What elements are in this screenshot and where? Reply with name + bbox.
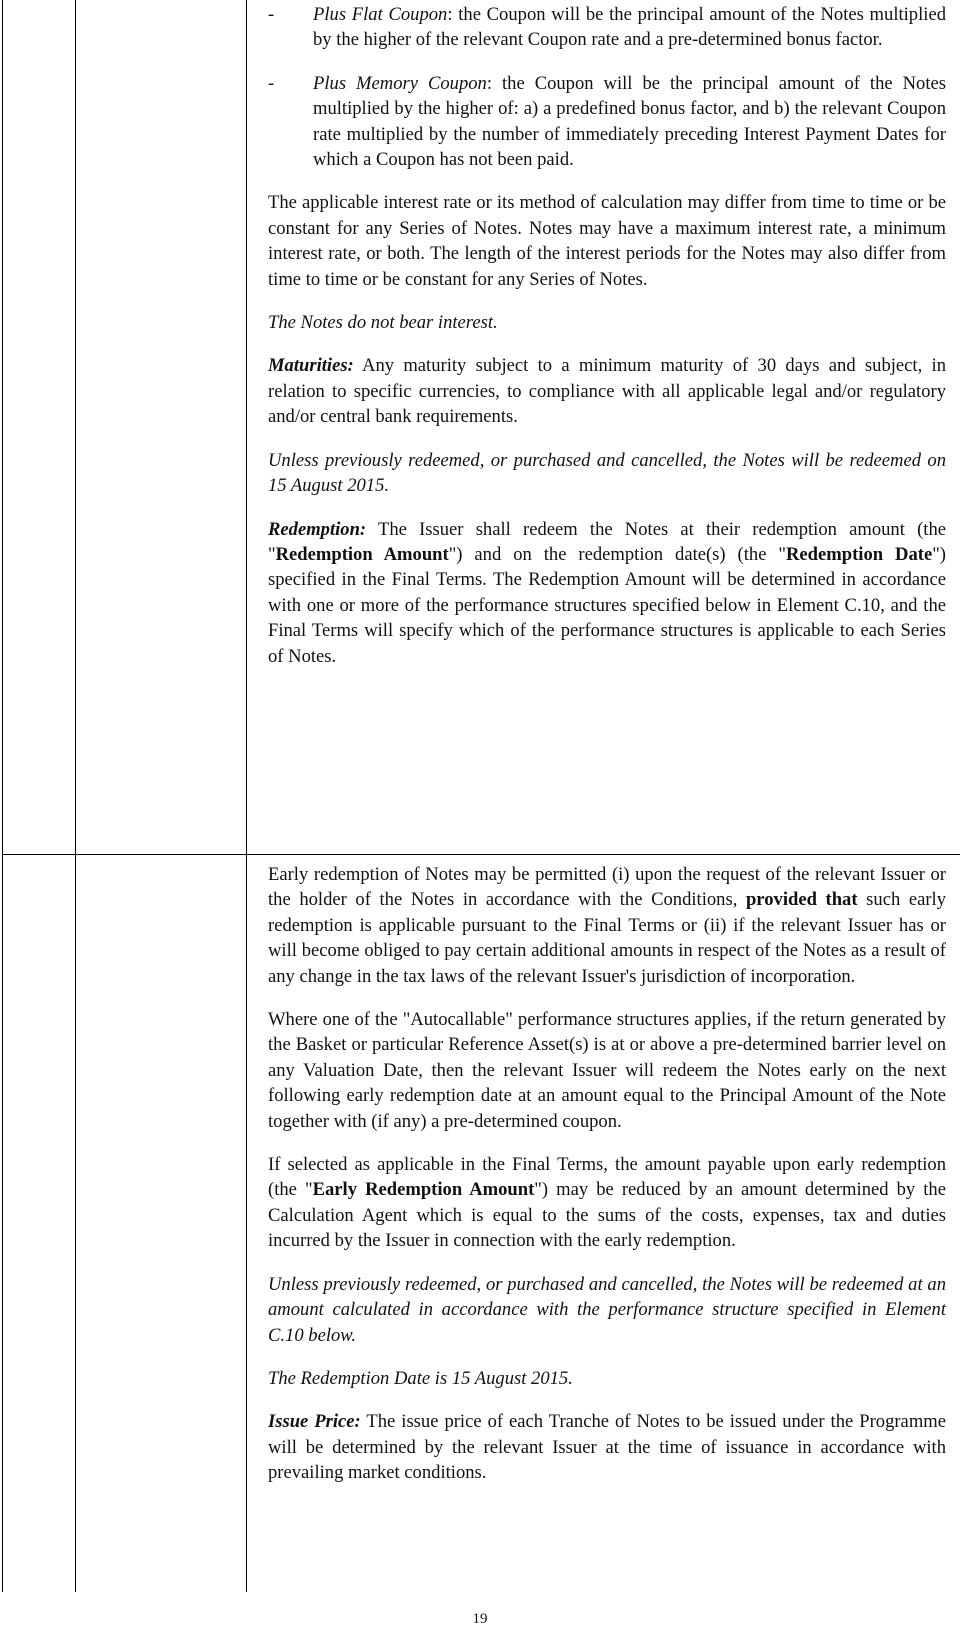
provided-that-term: provided that xyxy=(745,889,858,911)
bullet-plus-memory-coupon xyxy=(268,71,946,173)
early-redemption-amount-term: Early Redemption Amount xyxy=(312,1179,535,1201)
redemption-text: ") specified in the Final Terms. The Redemption Amount will be determined in accordance with one or more of the performance structures specified below in Element C.10, and the Final Terms will specify which of the performance structures is applicable to each Series of Notes. xyxy=(268,543,947,667)
term-plus-memory-coupon: Plus Memory Coupon xyxy=(313,72,487,94)
redemption-date-term: Redemption Date xyxy=(786,543,933,565)
maturities-label: Maturities: xyxy=(268,355,354,377)
early-redemption-text: such early redemption is applicable pursuant to the Final Terms or (ii) if the relevant Issuer has or will become obliged to pay certain additional amounts in respect of the Notes as a result of any change in the tax laws of the relevant Issuer's jurisdiction of incorporation. xyxy=(268,889,947,987)
table-row-divider xyxy=(2,854,960,855)
cell-content-lower xyxy=(268,862,946,1486)
bullet-plus-flat-coupon xyxy=(268,2,946,53)
cell-content-upper xyxy=(268,2,946,669)
autocallable-paragraph: Where one of the "Autocallable" performance structures applies, if the return generated by the Basket or particular Reference Asset(s) is at or above a pre-determined barrier level on any Valuation Date, then the relevant Issuer will redeem the Notes early on the next following early redemption date at an amount equal to the Principal Amount of the Note together with (if any) a pre-determined coupon. xyxy=(268,1009,946,1132)
no-interest-paragraph: The Notes do not bear interest. xyxy=(268,312,498,334)
page-number: 19 xyxy=(472,1611,488,1627)
bullet-text: : the Coupon will be the principal amount of the Notes multiplied by the higher of the relevant Coupon rate and a pre-determined bonus factor. xyxy=(313,4,946,51)
redemption-paragraph xyxy=(268,517,946,669)
unless-redeemed-paragraph-2: Unless previously redeemed, or purchased and cancelled, the Notes will be redeemed at an amount calculated in accordance with the performance structure specified in Element C.10 below. xyxy=(268,1273,946,1346)
bullet-dash: - xyxy=(268,4,275,25)
redemption-amount-term: Redemption Amount xyxy=(275,543,449,565)
table-border-col1 xyxy=(75,0,76,1592)
early-redemption-amount-paragraph xyxy=(268,1152,946,1254)
redemption-text: The Issuer shall redeem the Notes at their redemption amount (the " xyxy=(268,518,946,565)
maturities-text: Any maturity subject to a minimum maturity of 30 days and subject, in relation to specific currencies, to compliance with all applicable legal and/or regulatory and/or central bank requirements. xyxy=(268,355,946,428)
table-border-col2 xyxy=(246,0,247,1592)
selected-text: If selected as applicable in the Final Terms, the amount payable upon early redemption (the " xyxy=(268,1154,946,1201)
interest-rate-paragraph: The applicable interest rate or its method of calculation may differ from time to time or be constant for any Series of Notes. Notes may have a maximum interest rate, a minimum interest rate, or both. The length of the interest periods for the Notes may also differ from time to time or be constant for any Series of Notes. xyxy=(268,192,946,290)
early-redemption-text: Early redemption of Notes may be permitted (i) upon the request of the relevant Issuer or the holder of the Notes in accordance with the Conditions, xyxy=(268,864,946,911)
early-redemption-paragraph xyxy=(268,862,946,989)
issue-price-paragraph xyxy=(268,1409,946,1485)
redemption-label: Redemption: xyxy=(268,518,367,540)
selected-text: ") may be reduced by an amount determined by the Calculation Agent which is equal to the sums of the costs, expenses, tax and duties incurred by the Issuer in connection with the early redemption. xyxy=(268,1179,946,1252)
unless-redeemed-paragraph: Unless previously redeemed, or purchased and cancelled, the Notes will be redeemed on 15 August 2015. xyxy=(268,449,946,497)
term-plus-flat-coupon: Plus Flat Coupon xyxy=(313,4,448,25)
bullet-dash: - xyxy=(268,72,275,94)
maturities-paragraph xyxy=(268,353,946,429)
redemption-text: ") and on the redemption date(s) (the " xyxy=(448,543,786,565)
issue-price-label: Issue Price: xyxy=(268,1411,361,1433)
bullet-text: : the Coupon will be the principal amount of the Notes multiplied by the higher of: a) a predefined bonus factor, and b) the relevant Coupon rate multiplied by the number of immediately preceding Interest Payment Dates for which a Coupon has not been paid. xyxy=(313,72,946,171)
table-border-left xyxy=(2,0,3,1592)
redemption-date-paragraph: The Redemption Date is 15 August 2015. xyxy=(268,1367,573,1389)
issue-price-text: The issue price of each Tranche of Notes to be issued under the Programme will be determined by the relevant Issuer at the time of issuance in accordance with prevailing market conditions. xyxy=(268,1411,946,1484)
